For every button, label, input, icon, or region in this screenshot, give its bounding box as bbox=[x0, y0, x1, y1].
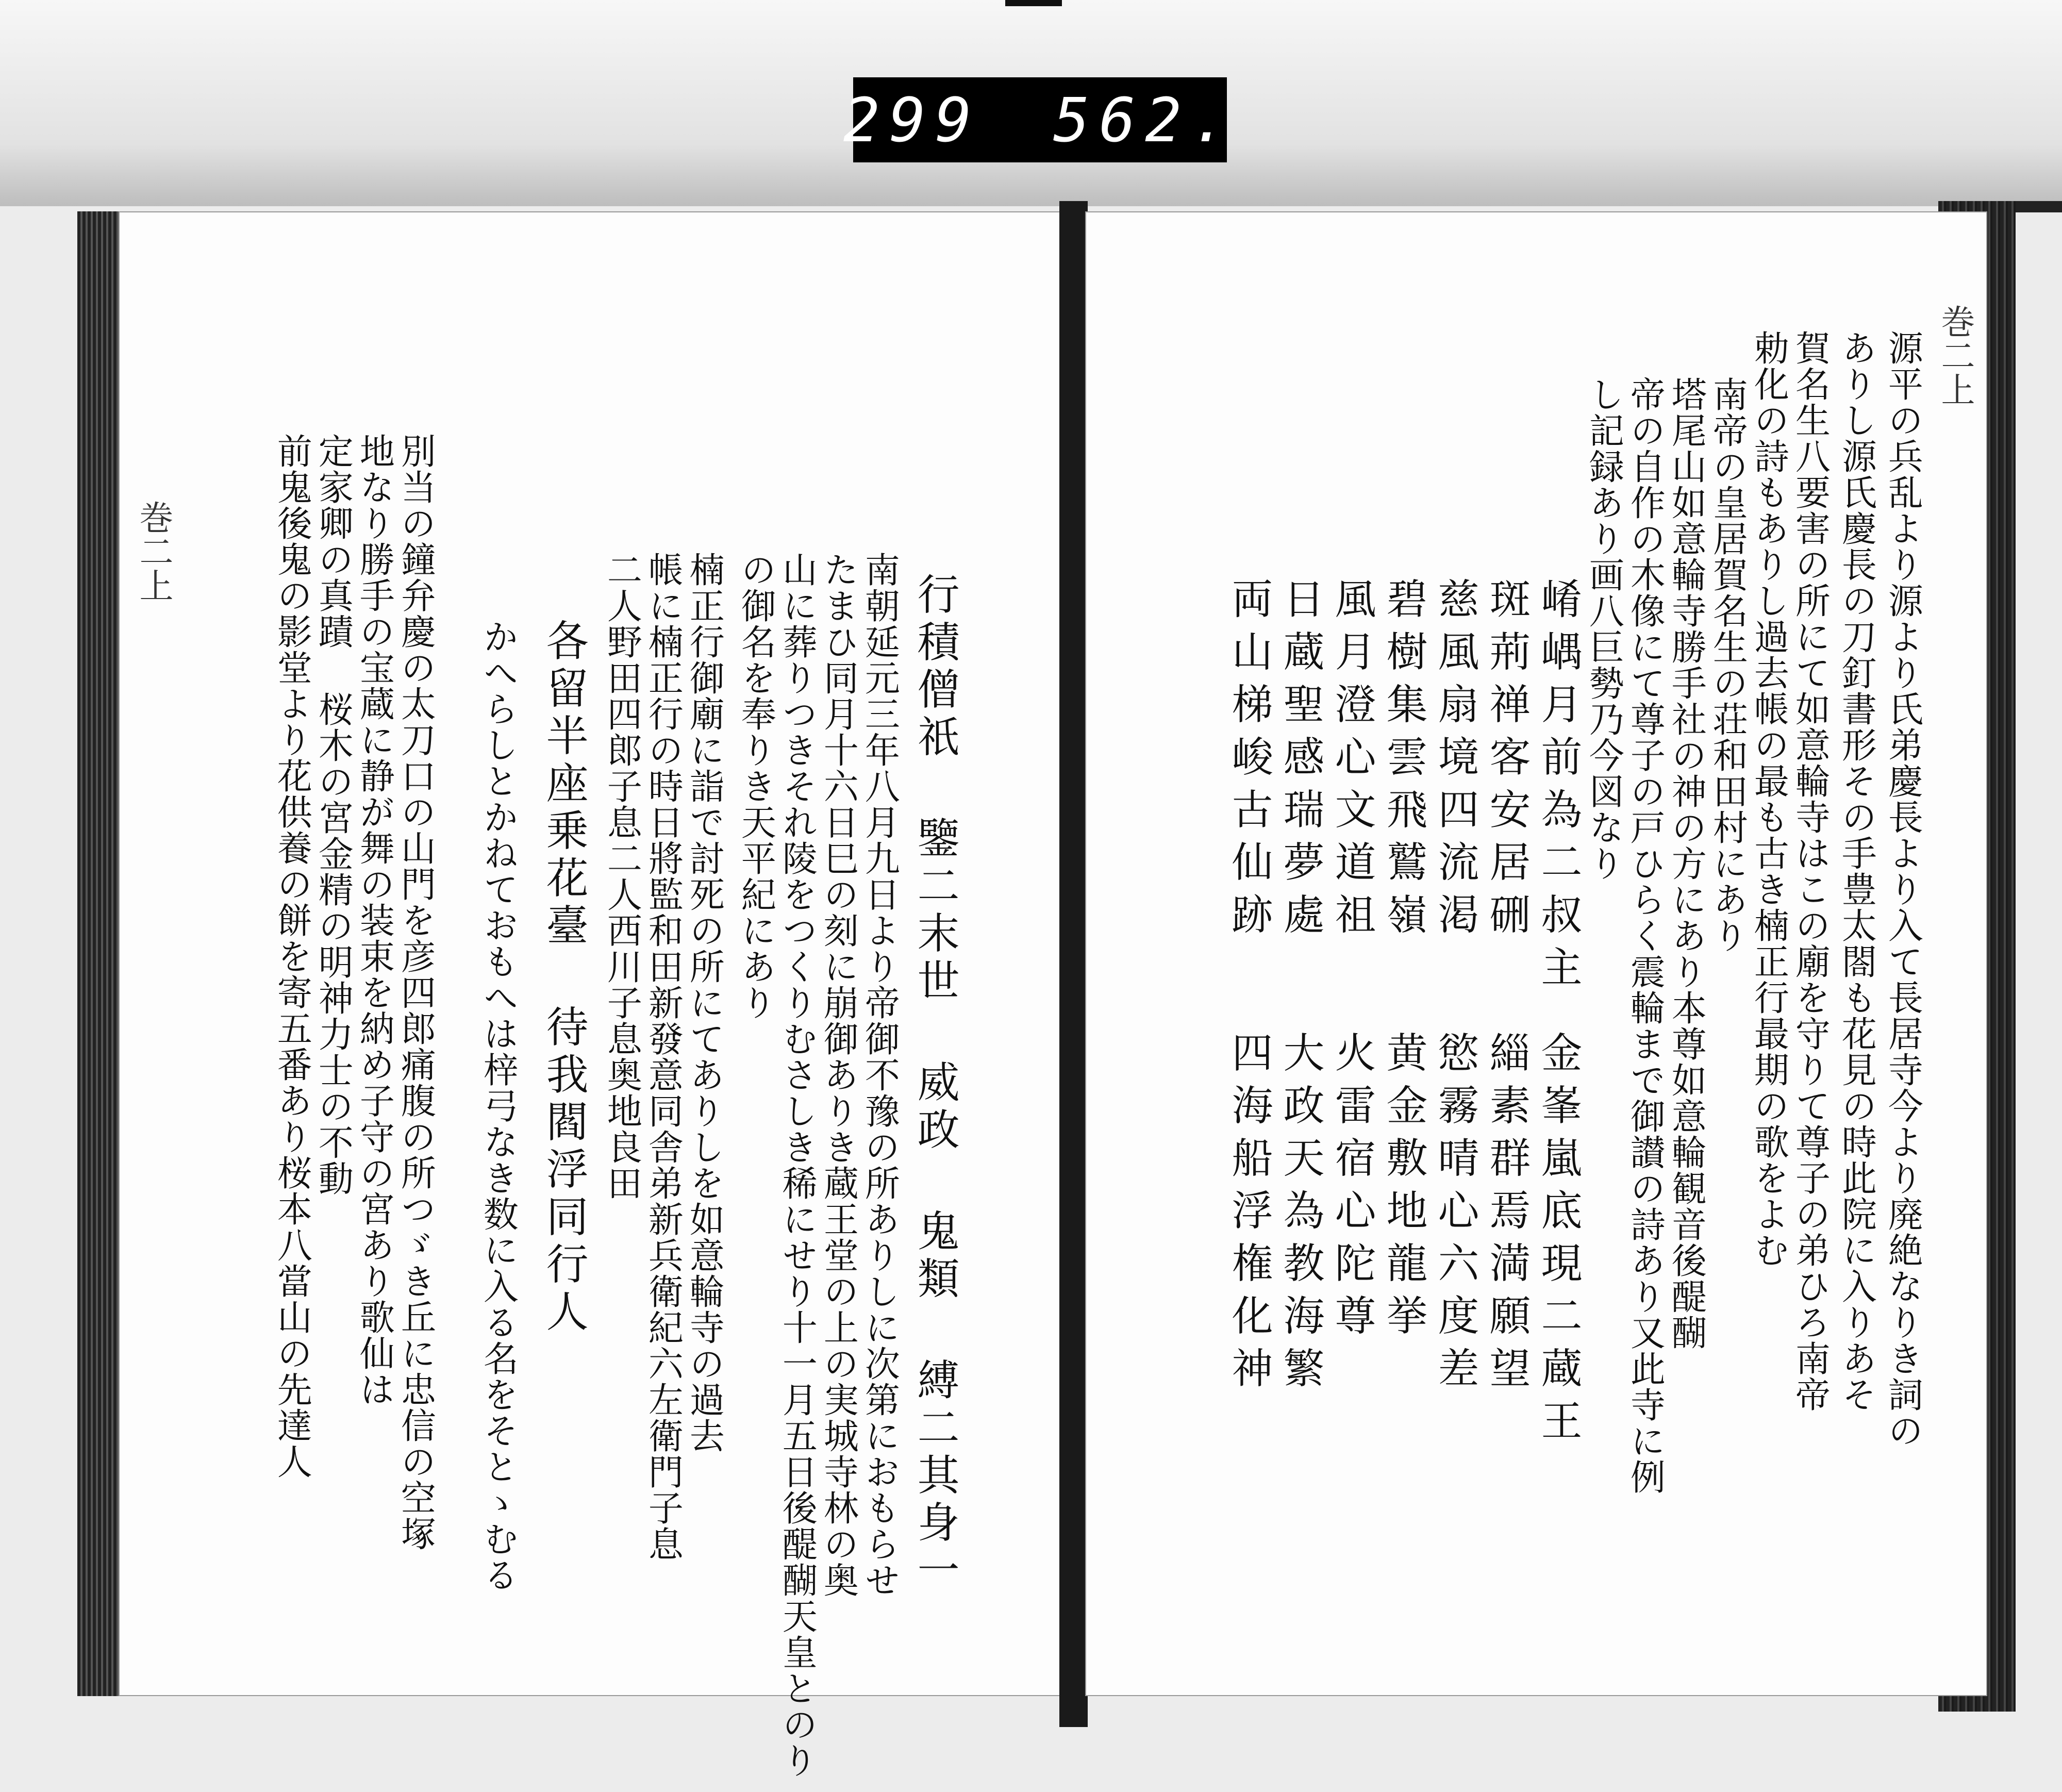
poem-line: かへらしとかねておもへは梓弓なき数に入る名をそとゝむる bbox=[477, 619, 519, 1593]
text-column: 定家卿の真蹟 桜木の宮金精の明神力士の不動 bbox=[312, 433, 354, 1197]
poem-lower-line: 大政天為教海繁 bbox=[1276, 1031, 1324, 1399]
heading-line: 行積僧祇 鑒二末世 威政 鬼類 縛二其身一 bbox=[910, 572, 960, 1595]
left-page bbox=[119, 211, 1062, 1779]
poem-upper-line: 日蔵聖感瑞夢處 bbox=[1276, 577, 1324, 945]
frame-number-right: 562. bbox=[1053, 84, 1237, 156]
book-spine bbox=[1059, 201, 1088, 1727]
text-column: の御名を奉りき天平紀にあり bbox=[735, 552, 776, 1021]
text-column: 勅化の詩もありし過去帳の最も古き楠正行最期の歌をよむ bbox=[1748, 330, 1789, 1268]
text-column: 源平の兵乱より源より氏弟慶長より入て長居寺今より廃絶なりき詞の bbox=[1882, 330, 1923, 1449]
right-page-header: 巻二上 bbox=[1935, 304, 1975, 406]
poem-upper-line: 風月澄心文道祖 bbox=[1328, 577, 1376, 945]
text-column: 塔尾山如意輪寺勝手社の神の方にあり本尊如意輪観音後醍醐 bbox=[1666, 376, 1707, 1351]
poem-line: 各留半座乗花臺 待我閻浮同行人 bbox=[539, 619, 589, 1337]
text-column: 別当の鐘弁慶の太刀口の山門を彦四郎痛腹の所つゞき丘に忠信の空塚 bbox=[395, 433, 436, 1552]
poem-lower-line: 緇素群焉満願望 bbox=[1483, 1031, 1531, 1399]
text-column: 地なり勝手の宝蔵に静が舞の装束を納め子守の宮あり歌仙は bbox=[354, 433, 395, 1407]
text-column: 山に葬りつきそれ陵をつくりむさしき稀にせり十一月五日後醍醐天皇とのり bbox=[776, 552, 818, 1779]
text-column: 帳に楠正行の時日將監和田新發意同舎弟新兵衛紀六左衛門子息 bbox=[642, 552, 684, 1562]
poem-upper-line: 碧樹集雲飛鷲嶺 bbox=[1379, 577, 1427, 945]
poem-upper-line: 斑荊禅客安居硎 bbox=[1483, 577, 1531, 945]
text-column: 二人野田四郎子息二人西川子息奥地良田 bbox=[601, 552, 642, 1201]
poem-lower-line: 慾霧晴心六度差 bbox=[1431, 1031, 1479, 1399]
text-column: 南帝の皇居賀名生の荘和田村にあり bbox=[1707, 376, 1748, 954]
text-column: 賀名生八要害の所にて如意輪寺はこの廟を守りて尊子の弟ひろ南帝 bbox=[1789, 330, 1831, 1413]
film-frame-number bbox=[843, 77, 1237, 162]
text-column: たまひ同月十六日巳の刻に崩御ありき蔵王堂の上の実城寺林の奥 bbox=[818, 552, 859, 1598]
poem-lower-line: 黄金敷地龍挙 bbox=[1379, 1031, 1427, 1347]
text-column: 南朝延元三年八月九日より帝御不豫の所ありしに次第におもらせ bbox=[859, 552, 900, 1598]
poem-lower-line: 四海船浮権化神 bbox=[1225, 1031, 1273, 1399]
left-page-header: 巻二上 bbox=[134, 500, 173, 602]
text-column: 楠正行御廟に詣で討死の所にてありしを如意輪寺の過去 bbox=[684, 552, 725, 1454]
text-column: 帝の自作の木像にて尊子の戸ひらく震輪まで御讃の詩あり又此寺に例 bbox=[1624, 376, 1666, 1495]
frame-number-left: 299 bbox=[843, 84, 981, 156]
poem-upper-line: 慈風扇境四流渇 bbox=[1431, 577, 1479, 945]
poem-upper-line: 崤嵎月前為二叔主 bbox=[1534, 577, 1582, 998]
poem-lower-line: 火雷宿心陀尊 bbox=[1328, 1031, 1376, 1347]
right-page bbox=[1085, 211, 1987, 1696]
text-column: 前鬼後鬼の影堂より花供養の餅を寄五番あり桜本八當山の先達人 bbox=[271, 433, 312, 1480]
text-column: し記録あり画八巨勢乃今図なり bbox=[1583, 376, 1624, 882]
poem-upper-line: 両山梯峻古仙跡 bbox=[1225, 577, 1273, 945]
poem-lower-line: 金峯嵐底現二蔵王 bbox=[1534, 1031, 1582, 1452]
scanner-clip bbox=[1005, 0, 1062, 6]
text-column: ありし源氏慶長の刀釘書形その手豊太閤も花見の時此院に入りあそ bbox=[1836, 330, 1877, 1413]
open-book bbox=[77, 201, 1985, 1779]
